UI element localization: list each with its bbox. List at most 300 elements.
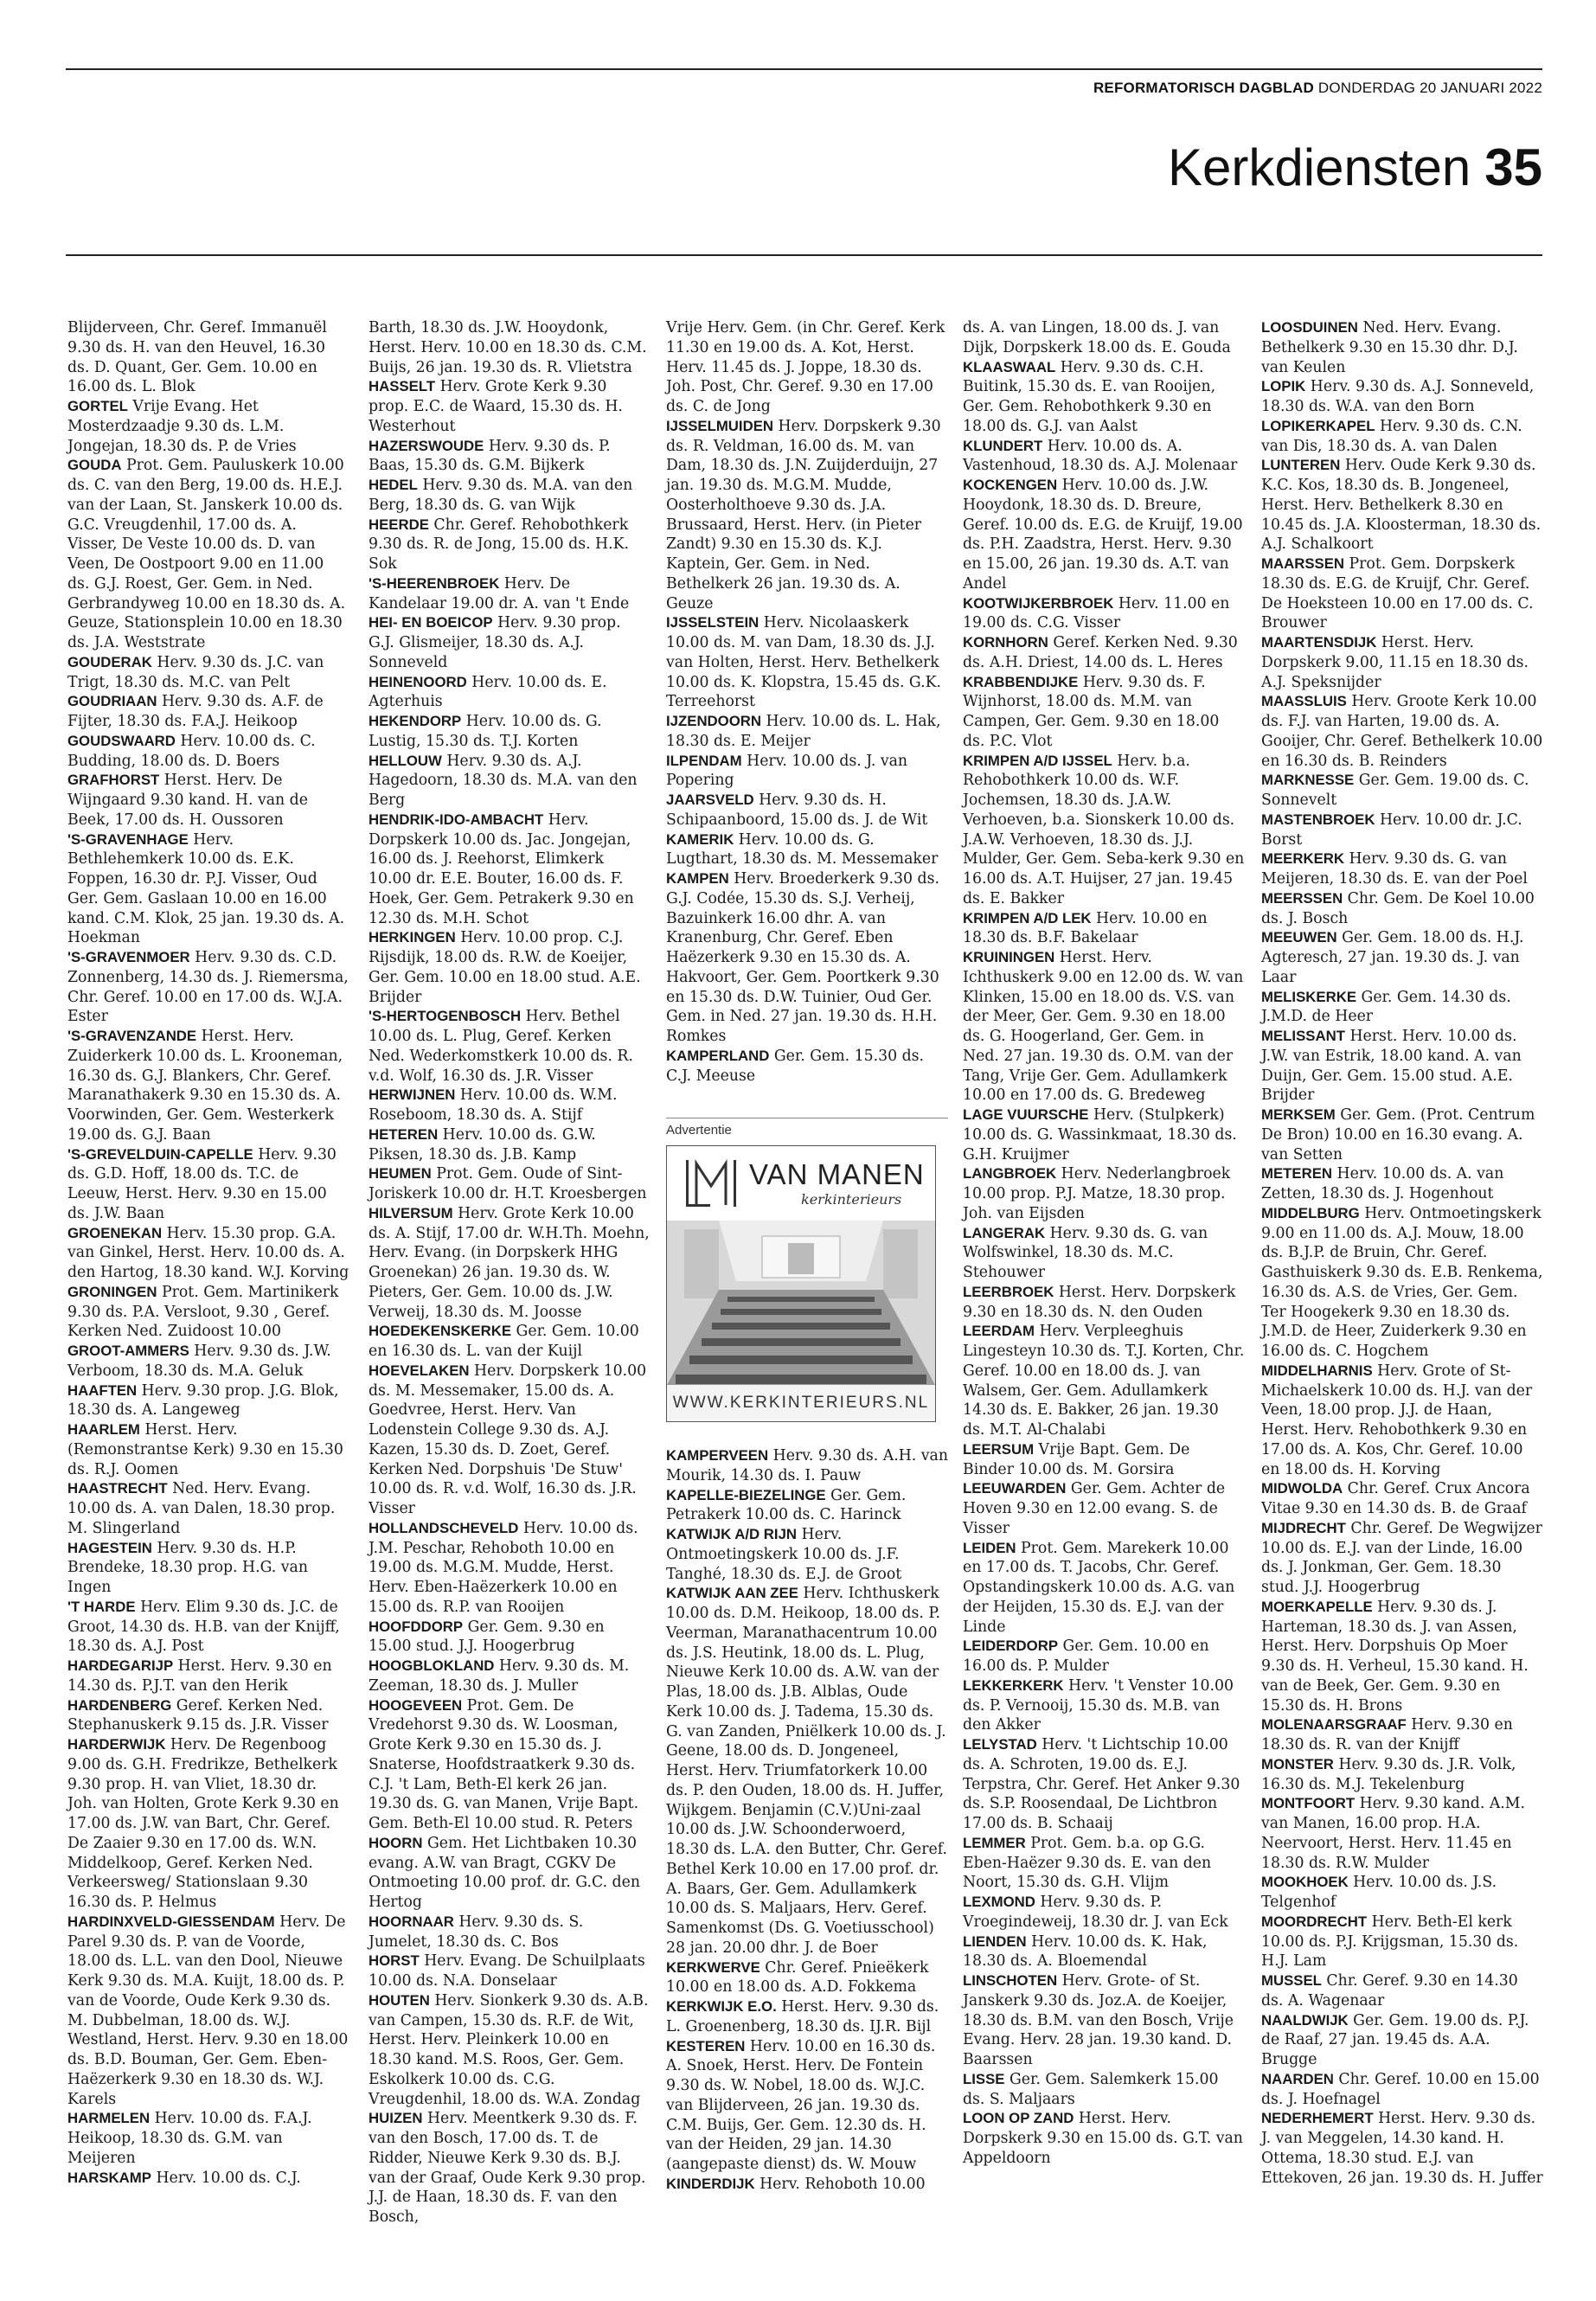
- service-listing: [963, 318, 1245, 358]
- place-name: HOORN: [369, 1834, 423, 1851]
- service-listing: [963, 358, 1245, 437]
- service-details: Herv. Meentkerk 9.30 ds. F. van den Bosch, 17.00 ds. T. de Ridder, Nieuwe Kerk 9.30 ds. B.J. van der Graaf, Oude Kerk 9.30 prop. J.J. de Haan, 18.30 ds. F. van den Bosch,: [369, 2110, 646, 2226]
- service-details: Herv. 10.00 ds. E. Agterhuis: [369, 673, 607, 711]
- service-listing: [67, 1598, 349, 1657]
- place-name: MAARSSEN: [1261, 555, 1345, 572]
- service-listing: [1261, 456, 1543, 554]
- place-name: MERKSEM: [1261, 1106, 1336, 1123]
- place-name: LIENDEN: [963, 1932, 1027, 1950]
- service-listing: [963, 476, 1245, 594]
- service-listing: [666, 2037, 948, 2175]
- place-name: HEUMEN: [369, 1165, 432, 1183]
- service-listing: [666, 791, 948, 830]
- service-listing: [1261, 811, 1543, 850]
- service-details: Chr. Gem. De Koel 10.00 ds. J. Bosch: [1261, 889, 1535, 927]
- service-listing: [1261, 771, 1543, 811]
- service-details: Herv. 9.30 ds. H. Schipaanboord, 15.00 ds. J. de Wit: [666, 792, 928, 829]
- place-name: HOUTEN: [369, 1991, 430, 2009]
- place-name: HORST: [369, 1952, 420, 1970]
- place-name: MEERSSEN: [1261, 889, 1343, 907]
- service-details: ds. A. van Lingen, 18.00 ds. J. van Dijk, Dorpskerk 18.00 ds. E. Gouda: [963, 319, 1231, 356]
- service-listing: [963, 1224, 1245, 1283]
- service-details: Herv. 9.30 ds. J.R. Volk, 16.30 ds. M.J. Tekelenburg: [1261, 1755, 1516, 1793]
- service-listing: [67, 692, 349, 732]
- place-name: HOOGBLOKLAND: [369, 1657, 495, 1674]
- service-details: Herv. Bethel 10.00 ds. L. Plug, Geref. Kerken Ned. Wederkomstkerk 10.00 ds. R. v.d. Wolf, 16.30 ds. J.R. Visser: [369, 1008, 633, 1085]
- place-name: MONTFOORT: [1261, 1795, 1356, 1812]
- service-details: Geref. Kerken Ned. 9.30 ds. A.H. Driest, 14.00 ds. L. Heres: [963, 634, 1238, 671]
- service-listing: [369, 1696, 651, 1834]
- place-name: HARSKAMP: [67, 2169, 151, 2186]
- place-name: HARDERWIJK: [67, 1736, 166, 1753]
- place-name: HERWIJNEN: [369, 1086, 456, 1104]
- service-details: Ger. Gem. 10.00 en 16.00 ds. P. Mulder: [963, 1638, 1209, 1675]
- place-name: GROOT-AMMERS: [67, 1343, 189, 1359]
- service-details: Prot. Gem. Martinikerk 9.30 ds. P.A. Versloot, 9.30 , Geref. Kerken Ned. Zuidoost 10.00: [67, 1283, 339, 1341]
- place-name: KORNHORN: [963, 634, 1048, 651]
- service-details: Herv. Grote Kerk 9.30 prop. E.C. de Waard, 15.30 ds. H. Westerhout: [369, 378, 623, 435]
- place-name: HEINENOORD: [369, 673, 467, 690]
- service-details: Herv. 9.30 ds. J. Harteman, 18.30 ds. J. van Assen, Herst. Herv. Dorpshuis Op Moer 9.30 ds. H. Verheul, 15.30 kand. H. van de Beek, Ger. Gem. 9.30 en 15.30 ds. H. Brons: [1261, 1598, 1529, 1715]
- place-name: KINDERDIJK: [666, 2175, 755, 2192]
- service-details: Chr. Geref. 10.00 en 15.00 ds. J. Hoefnagel: [1261, 2070, 1540, 2108]
- place-name: HOOFDDORP: [369, 1618, 464, 1635]
- place-name: LEERDAM: [963, 1323, 1035, 1340]
- top-rule: [66, 68, 1542, 70]
- service-listing: [1261, 2109, 1543, 2188]
- place-name: HUIZEN: [369, 2110, 423, 2127]
- place-name: MEEUWEN: [1261, 929, 1337, 946]
- service-listing: [369, 516, 651, 574]
- service-listing: [1261, 2070, 1543, 2110]
- place-name: KERKWIJK E.O.: [666, 1998, 777, 2015]
- service-listing: [67, 1342, 349, 1381]
- service-details: Herst. Herv. 9.30 en 14.30 ds. P.J.T. van den Herik: [67, 1657, 332, 1695]
- service-listing: [67, 1913, 349, 2110]
- service-listing: [963, 594, 1245, 634]
- ad-website-link[interactable]: WWW.KERKINTERIEURS.NL: [672, 1394, 930, 1412]
- service-details: Geref. Kerken Ned. Stephanuskerk 9.15 ds. J.R. Visser: [67, 1696, 329, 1734]
- service-details: Ned. Herv. Evang. Bethelkerk 9.30 en 15.30 dhr. D.J. van Keulen: [1261, 319, 1518, 376]
- service-listing: [666, 1997, 948, 2037]
- service-details: Herv. 9.30 ds. P. Baas, 15.30 ds. G.M. Bijkerk: [369, 437, 611, 475]
- service-details: Herv. Groote Kerk 10.00 ds. F.J. van Harten, 19.00 ds. A. Gooijer, Chr. Geref. Bethelkerk 10.00 en 16.30 ds. B. Reinders: [1261, 693, 1543, 770]
- service-listing: [963, 673, 1245, 752]
- service-listing: [963, 1735, 1245, 1834]
- place-name: HAGESTEIN: [67, 1539, 152, 1556]
- masthead: [1093, 80, 1542, 97]
- service-listing: [666, 613, 948, 712]
- service-details: Herv. 10.00 ds. J.W. Hooydonk, 18.30 ds. D. Breure, Geref. 10.00 ds. E.G. de Kruijf, 19.00 ds. P.H. Zaadstra, Herst. Herv. 9.30 en 15.00, 26 jan. 19.30 ds. A.T. van Andel: [963, 477, 1243, 593]
- service-details: Herv. Ontmoetingskerk 9.00 en 11.00 ds. A.J. Mouw, 18.00 ds. B.J.P. de Bruin, Chr. Geref. Gasthuiskerk 9.30 ds. E.B. Renkema, 16.30 ds. A.S. de Vries, Ger. Gem. Ter Hoogekerk 9.30 en 18.30 ds. J.M.D. de Heer, Zuiderkerk 9.30 en 16.00 ds. C. Hogchem: [1261, 1204, 1543, 1360]
- service-listing: [1261, 1479, 1543, 1519]
- service-listing: [1261, 1027, 1543, 1106]
- service-listing: [369, 1991, 651, 2110]
- service-details: Herv. 10.00 ds. J.M. Peschar, Rehoboth 10.00 en 19.00 ds. M.G.M. Mudde, Herst. Herv. Eben-Haëzerkerk 10.00 en 15.00 ds. R.P. van Rooijen: [369, 1519, 638, 1616]
- place-name: GORTEL: [67, 398, 128, 414]
- service-listing: [369, 1322, 651, 1362]
- service-details: Herv. Beth-El kerk 10.00 ds. P.J. Krijgsman, 15.30 ds. H.J. Lam: [1261, 1913, 1519, 1971]
- place-name: NAARDEN: [1261, 2070, 1334, 2087]
- service-details: Herv. 10.00 ds. C.J.: [151, 2169, 301, 2187]
- service-listing: [67, 1145, 349, 1224]
- service-details: Herv. 9.30 prop. G.J. Glismeijer, 18.30 ds. A.J. Sonneveld: [369, 614, 621, 671]
- place-name: 'S-GRAVENHAGE: [67, 830, 189, 848]
- service-details: Herv. Dorpskerk 10.00 ds. Jac. Jongejan, 16.00 ds. J. Reehorst, Elimkerk 10.00 dr. E.E. Bouter, 16.00 ds. F. Hoek, Ger. Gem. Petrakerk 9.30 en 12.30 ds. M.H. Schot: [369, 811, 634, 927]
- place-name: LOON OP ZAND: [963, 2110, 1074, 2127]
- service-listing: [369, 1952, 651, 1991]
- service-details: Herv. De Kandelaar 19.00 dr. A. van 't Ende: [369, 574, 630, 612]
- place-name: KRABBENDIJKE: [963, 673, 1079, 690]
- place-name: GOUDRIAAN: [67, 693, 157, 710]
- service-listing: [1261, 1106, 1543, 1164]
- service-listing: [963, 437, 1245, 477]
- service-listing: [963, 752, 1245, 909]
- place-name: 'S-HEERENBROEK: [369, 574, 500, 592]
- service-listing: [1261, 928, 1543, 987]
- service-listing: [963, 633, 1245, 673]
- service-listing: [963, 2070, 1245, 2110]
- service-listing: [67, 1224, 349, 1283]
- service-listing: [1261, 1715, 1543, 1755]
- service-listing: [67, 1283, 349, 1342]
- service-details: Herv. 9.30 prop. J.G. Blok, 18.30 ds. A. Langeweg: [67, 1381, 339, 1420]
- service-details: Gem. Het Lichtbaken 10.30 evang. A.W. van Bragt, CGKV De Ontmoeting 10.00 prof. dr. G.C. den Hertog: [369, 1834, 640, 1911]
- service-details: Herv. 9.30 en 18.30 ds. R. van der Knijff: [1261, 1716, 1513, 1753]
- advertisement[interactable]: [666, 1145, 936, 1422]
- service-details: Ger. Gem. 9.30 en 15.00 stud. J.J. Hoogerbrug: [369, 1618, 605, 1656]
- service-details: Herv. Broederkerk 9.30 ds. G.J. Codée, 15.30 ds. S.J. Verheij, Bazuinkerk 16.00 dhr. A. van Kranenburg, Chr. Geref. Eben Haëzerkerk 9.30 en 15.30 ds. A. Hakvoort, Ger. Gem. Poortkerk 9.30 en 15.30 ds. D.W. Tuinier, Oud Ger. Gem. in Ned. 27 jan. 19.30 ds. H.H. Romkes: [666, 870, 939, 1045]
- service-details: Herv. 10.00 ds. G. Lustig, 15.30 ds. T.J. Korten: [369, 713, 602, 750]
- service-details: Ger. Gem. 14.30 ds. J.M.D. de Heer: [1261, 988, 1511, 1026]
- service-listing: [369, 1125, 651, 1165]
- service-listing: [67, 456, 349, 653]
- place-name: HAARLEM: [67, 1421, 140, 1438]
- service-listing: [666, 1446, 948, 1486]
- place-name: JAARSVELD: [666, 792, 754, 808]
- place-name: KERKWERVE: [666, 1958, 760, 1976]
- service-details: Herv. 10.00 ds. K. Hak, 18.30 ds. A. Bloemendal: [963, 1932, 1208, 1971]
- service-details: Herv. 9.30 ds. P. Vroegindeweij, 18.30 dr. J. van Eck: [963, 1894, 1228, 1931]
- service-listing: [67, 1381, 349, 1421]
- service-listing: [369, 1834, 651, 1913]
- place-name: LOPIKERKAPEL: [1261, 417, 1375, 434]
- place-name: IJSSELMUIDEN: [666, 417, 774, 434]
- place-name: MIJDRECHT: [1261, 1519, 1346, 1536]
- service-listing: [1261, 417, 1543, 457]
- service-listing: [963, 909, 1245, 949]
- place-name: NEDERHEMERT: [1261, 2110, 1374, 2127]
- place-name: KAMPERLAND: [666, 1047, 770, 1064]
- service-details: Herv. 9.30 ds. C.H. Buitink, 15.30 ds. E. van Rooijen, Ger. Gem. Rehobothkerk 9.30 en 18.00 ds. G.J. van Aalst: [963, 358, 1216, 435]
- place-name: MARKNESSE: [1261, 772, 1355, 789]
- place-name: 'T HARDE: [67, 1598, 136, 1615]
- service-details: Prot. Gem. De Vredehorst 9.30 ds. W. Loosman, Grote Kerk 9.30 en 15.30 ds. J. Snaterse, Hoofdstraatkerk 9.30 ds. C.J. 't Lam, Beth-El kerk 26 jan. 19.30 ds. G. van Manen, Vrije Bapt. Gem. Beth-El 10.00 stud. R. Peters: [369, 1696, 639, 1832]
- service-listing: [666, 417, 948, 614]
- place-name: KAPELLE-BIEZELINGE: [666, 1486, 826, 1503]
- publication-name: REFORMATORISCH DAGBLAD: [1093, 80, 1314, 96]
- service-details: Herv. 10.00 prop. C.J. Rijsdijk, 18.00 ds. R.W. de Koeijer, Ger. Gem. 10.00 en 18.00 stud. A.E. Brijder: [369, 929, 641, 1006]
- service-listing: [963, 2109, 1245, 2168]
- service-details: Herv. 9.30 ds. A.J. Sonneveld, 18.30 ds. W.A. van den Born: [1261, 378, 1535, 415]
- place-name: GOUDA: [67, 457, 122, 474]
- place-name: HEI- EN BOEICOP: [369, 614, 493, 631]
- place-name: MELISKERKE: [1261, 988, 1357, 1005]
- service-listing: [1261, 1794, 1543, 1873]
- service-details: Herst. Herv. 10.00 ds. J.W. van Estrik, 18.00 kand. A. van Duijn, Ger. Gem. 15.00 stud. A.E. Brijder: [1261, 1028, 1522, 1105]
- service-details: Herv. b.a. Rehobothkerk 10.00 ds. W.F. Jochemsen, 18.30 ds. J.A.W. Verhoeven, b.a. Sionskerk 10.00 ds. J.A.W. Verhoeven, 18.30 ds. J.J. Mulder, Ger. Gem. Seba-kerk 9.30 en 16.00 ds. A.T. Huijser, 27 jan. 19.45 ds. E. Bakker: [963, 752, 1245, 907]
- service-listing: [1261, 1598, 1543, 1716]
- place-name: 'S-GRAVENMOER: [67, 949, 190, 965]
- place-name: LOOSDUINEN: [1261, 319, 1358, 336]
- service-listing: [963, 948, 1245, 1106]
- service-listing: [67, 830, 349, 949]
- service-details: Herv. 10.00 ds. W.M. Roseboom, 18.30 ds. A. Stijf: [369, 1086, 618, 1124]
- place-name: GOUDERAK: [67, 653, 152, 670]
- service-listing: [369, 437, 651, 477]
- service-listing: [1261, 1873, 1543, 1913]
- service-listing: [1261, 988, 1543, 1028]
- place-name: LUNTEREN: [1261, 457, 1341, 474]
- service-details: Herst. Herv. Dorpskerk 9.30 en 15.00 ds. G.T. van Appeldoorn: [963, 2110, 1243, 2167]
- service-details: Ger. Gem. 19.00 ds. C. Sonnevelt: [1261, 772, 1529, 809]
- service-listing: [67, 1539, 349, 1598]
- place-name: LELYSTAD: [963, 1736, 1037, 1753]
- service-listing: [963, 1893, 1245, 1932]
- section-header: [1168, 138, 1542, 196]
- place-name: LEERSUM: [963, 1440, 1035, 1458]
- service-details: Herv. 9.30 kand. A.M. van Manen, 16.00 prop. H.A. Neervoort, Herst. Herv. 11.45 en 18.30 ds. R.W. Mulder: [1261, 1795, 1525, 1872]
- place-name: KLUNDERT: [963, 437, 1043, 454]
- place-name: IJZENDOORN: [666, 713, 762, 729]
- place-name: KOOTWIJKERBROEK: [963, 594, 1114, 612]
- service-listing: [1261, 1362, 1543, 1480]
- service-listing: [1261, 377, 1543, 417]
- service-details: Herv. 9.30 ds. G. van Wolfswinkel, 18.30 ds. M.C. Stehouwer: [963, 1224, 1208, 1281]
- service-details: Ger. Gem. (Prot. Centrum De Bron) 10.00 en 16.30 evang. A. van Setten: [1261, 1106, 1535, 1163]
- service-details: Herv. 10.00 ds. A. van Zetten, 18.30 ds. J. Hogenhout: [1261, 1165, 1504, 1202]
- service-details: Ned. Herv. Evang. 10.00 ds. A. van Dalen, 18.30 prop. M. Slingerland: [67, 1480, 336, 1537]
- page-number: 35: [1484, 138, 1542, 196]
- place-name: MAARTENSDIJK: [1261, 634, 1377, 651]
- service-details: Chr. Geref. 9.30 en 14.30 ds. A. Wagenaar: [1261, 1972, 1518, 2009]
- service-listing: [369, 1362, 651, 1519]
- service-details: Herv. Nederlangbroek 10.00 prop. P.J. Matze, 18.30 prop. Joh. van Eijsden: [963, 1165, 1231, 1222]
- service-listing: [666, 1525, 948, 1584]
- service-details: Herv. Rehoboth 10.00: [754, 2175, 926, 2193]
- place-name: HEKENDORP: [369, 713, 462, 729]
- place-name: GRAFHORST: [67, 772, 160, 789]
- service-listing: [67, 732, 349, 772]
- place-name: ILPENDAM: [666, 752, 742, 769]
- service-details: Herv. 't Venster 10.00 ds. P. Vernooij, 15.30 ds. M.B. van den Akker: [963, 1676, 1234, 1734]
- service-details: Herst. Herv. Zuiderkerk 10.00 ds. L. Krooneman, 16.30 ds. G.J. Blankers, Chr. Geref. Maranathakerk 9.30 en 15.30 ds. A. Voorwinden, Ger. Gem. Westerkerk 19.00 ds. G.J. Baan: [67, 1028, 343, 1144]
- service-listing: [67, 318, 349, 397]
- service-details: Herv. Dorpskerk 9.30 ds. R. Veldman, 16.00 ds. M. van Dam, 18.30 ds. J.N. Zuijderduijn, 27 jan. 19.30 ds. M.G.M. Mudde, Oosterholthoeve 9.30 ds. J.A. Brussaard, Herst. Herv. (in Pieter Zandt) 9.30 en 15.30 ds. K.J. Kaptein, Ger. Gem. in Ned. Bethelkerk 26 jan. 19.30 ds. A. Geuze: [666, 417, 941, 612]
- service-details: Herv. Nicolaaskerk 10.00 ds. M. van Dam, 18.30 ds. J.J. van Holten, Herst. Herv. Bethelkerk 10.00 ds. K. Klopstra, 15.45 ds. G.K. Terreehorst: [666, 614, 942, 711]
- service-details: Herv. 9.30 ds. M. Zeeman, 18.30 ds. J. Muller: [369, 1657, 630, 1695]
- place-name: GROENEKAN: [67, 1224, 163, 1241]
- service-listing: [369, 1657, 651, 1696]
- service-details: Ger. Gem. Salemkerk 15.00 ds. S. Maljaars: [963, 2070, 1219, 2108]
- place-name: LAGE VUURSCHE: [963, 1106, 1089, 1123]
- place-name: MOORDRECHT: [1261, 1913, 1368, 1930]
- header-rule: [66, 254, 1542, 256]
- service-details: Chr. Geref. Pnieëkerk 10.00 en 18.00 ds. A.D. Fokkema: [666, 1958, 929, 1997]
- place-name: MOOKHOEK: [1261, 1874, 1349, 1891]
- service-listing: [963, 1479, 1245, 1538]
- service-details: Ger. Gem. 18.00 ds. H.J. Agteresch, 27 jan. 19.30 ds. J. van Laar: [1261, 929, 1524, 986]
- service-listing: [666, 318, 948, 417]
- service-details: Herst. Herv. 9.30 ds. L. Groenenberg, 18.30 ds. IJ.R. Bijl: [666, 1998, 939, 2035]
- place-name: MELISSANT: [1261, 1028, 1345, 1044]
- place-name: HEERDE: [369, 516, 429, 533]
- service-details: Herst. Herv. (Remonstrantse Kerk) 9.30 en 15.30 ds. R.J. Oomen: [67, 1421, 343, 1478]
- column-5: [1261, 318, 1543, 2273]
- service-details: Herv. (Stulpkerk) 10.00 ds. G. Wassinkmaat, 18.30 ds. G.H. Kruijmer: [963, 1106, 1237, 1163]
- place-name: KRUININGEN: [963, 949, 1055, 965]
- service-details: Herv. 9.30 ds. J.C. van Trigt, 18.30 ds. M.C. van Pelt: [67, 653, 324, 691]
- service-details: Herv. 't Lichtschip 10.00 ds. A. Schroten, 19.00 ds. E.J. Terpstra, Chr. Geref. Het Anker 9.30 ds. S.P. Roosendaal, De Lichtbron 17.00 ds. B. Schaaij: [963, 1736, 1240, 1832]
- ad-tagline: kerkinterieurs: [801, 1191, 902, 1208]
- place-name: LEKKERKERK: [963, 1676, 1064, 1694]
- service-listing: [67, 1027, 349, 1145]
- place-name: KAMERIK: [666, 830, 734, 848]
- service-details: Barth, 18.30 ds. J.W. Hooydonk, Herst. Herv. 10.00 en 18.30 ds. C.M. Buijs, 26 jan. 19.30 ds. R. Vlietstra: [369, 319, 647, 376]
- service-listing: [67, 1479, 349, 1538]
- service-listing: [1261, 633, 1543, 692]
- service-listing: [963, 1637, 1245, 1676]
- place-name: MIDDELHARNIS: [1261, 1362, 1373, 1379]
- service-listing: [963, 1971, 1245, 2070]
- service-details: Prot. Gem. Oude of Sint-Joriskerk 10.00 dr. H.T. Kroesbergen: [369, 1165, 647, 1202]
- service-listing: [1261, 318, 1543, 377]
- service-listing: [369, 1164, 651, 1204]
- place-name: GOUDSWAARD: [67, 732, 176, 749]
- service-listing: [369, 377, 651, 436]
- service-listing: [67, 771, 349, 830]
- service-listing: [369, 1204, 651, 1323]
- service-details: Herv. 10.00 ds. A. Vastenhoud, 18.30 ds. A.J. Molenaar: [963, 437, 1238, 475]
- service-details: Herv. 9.30 ds. A.J. Hagedoorn, 18.30 ds. M.A. van den Berg: [369, 752, 638, 809]
- place-name: MIDDELBURG: [1261, 1204, 1360, 1221]
- place-name: HARDENBERG: [67, 1696, 172, 1714]
- place-name: HOEDEKENSKERKE: [369, 1323, 512, 1340]
- service-details: Herv. Ontmoetingskerk 10.00 ds. J.F. Tanghé, 18.30 ds. E.J. de Groot: [666, 1526, 902, 1583]
- service-details: Herv. Bethlehemkerk 10.00 ds. E.K. Foppen, 16.30 dr. P.J. Visser, Oud Ger. Gem. Gaslaan 10.00 en 16.00 kand. C.M. Klok, 25 jan. 19.30 ds. A. Hoekman: [67, 830, 345, 947]
- place-name: HENDRIK-IDO-AMBACHT: [369, 811, 544, 828]
- column-3-top: [666, 318, 948, 1085]
- service-listing: [666, 869, 948, 1047]
- service-details: Herv. 10.00 ds. C. Budding, 18.00 ds. D. Boers: [67, 732, 316, 770]
- place-name: HAAFTEN: [67, 1381, 138, 1399]
- service-details: Herst. Herv. Dorpskerk 9.30 en 18.30 ds. N. den Ouden: [963, 1283, 1236, 1321]
- service-listing: [963, 1834, 1245, 1893]
- place-name: HOEVELAKEN: [369, 1362, 470, 1379]
- service-details: Herst. Herv. Ichthuskerk 9.00 en 12.00 ds. W. van Klinken, 15.00 en 18.00 ds. V.S. van der Meer, Ger. Gem. 9.30 en 18.00 ds. G. Hoogerland, Ger. Gem. in Ned. 27 jan. 19.30 ds. O.M. van der Tang, Vrije Ger. Gem. Adullamkerk 10.00 en 17.00 ds. G. Bredeweg: [963, 949, 1244, 1105]
- service-listing: [1261, 1971, 1543, 2011]
- place-name: KESTEREN: [666, 2037, 746, 2054]
- place-name: KATWIJK AAN ZEE: [666, 1585, 798, 1602]
- place-name: LEMMER: [963, 1834, 1026, 1851]
- place-name: IJSSELSTEIN: [666, 614, 760, 631]
- service-details: Herv. 15.30 prop. G.A. van Ginkel, Herst. Herv. 10.00 ds. A. den Hartog, 18.30 kand. W.J. Korving: [67, 1224, 349, 1281]
- service-details: Herv. Oude Kerk 9.30 ds. K.C. Kos, 18.30 ds. B. Jongeneel, Herst. Herv. Bethelkerk 8.30 en 10.45 ds. J.A. Kloosterman, 18.30 ds. A.J. Schalkoort: [1261, 457, 1542, 554]
- service-listing: [369, 1913, 651, 1952]
- place-name: 'S-GREVELDUIN-CAPELLE: [67, 1145, 253, 1163]
- service-details: Herv. 9.30 ds. G. van Meijeren, 18.30 ds. E. van der Poel: [1261, 850, 1528, 888]
- place-name: HOLLANDSCHEVELD: [369, 1519, 519, 1536]
- place-name: LISSE: [963, 2070, 1005, 2087]
- place-name: MOLENAARSGRAAF: [1261, 1716, 1407, 1734]
- service-details: Prot. Gem. Dorpskerk 18.30 ds. E.G. de Kruijf, Chr. Geref. De Hoeksteen 10.00 en 17.00 ds. C. Brouwer: [1261, 555, 1534, 632]
- place-name: KOCKENGEN: [963, 477, 1058, 493]
- place-name: HARMELEN: [67, 2110, 151, 2127]
- service-details: Ger. Gem. Petrakerk 10.00 ds. C. Harinck: [666, 1486, 907, 1524]
- service-listing: [963, 1164, 1245, 1223]
- service-listing: [67, 1657, 349, 1696]
- service-details: Herst. Herv. De Wijngaard 9.30 kand. H. van de Beek, 17.00 ds. H. Oussoren: [67, 772, 308, 829]
- place-name: LANGERAK: [963, 1224, 1046, 1241]
- place-name: KRIMPEN A/D IJSSEL: [963, 752, 1112, 769]
- service-listing: [369, 1618, 651, 1657]
- service-details: Herv. 10.00 ds. F.A.J. Heikoop, 18.30 ds. G.M. van Meijeren: [67, 2110, 312, 2167]
- place-name: LEERBROEK: [963, 1283, 1054, 1300]
- place-name: MONSTER: [1261, 1755, 1334, 1772]
- service-listing: [369, 673, 651, 713]
- service-listing: [369, 2109, 651, 2227]
- service-listing: [1261, 1519, 1543, 1598]
- service-listing: [666, 752, 948, 792]
- service-listing: [369, 1086, 651, 1125]
- ad-brand-name: VAN MANEN: [749, 1158, 925, 1190]
- service-listing: [1261, 889, 1543, 929]
- place-name: HAZERSWOUDE: [369, 437, 484, 454]
- service-listing: [369, 613, 651, 672]
- place-name: LEIDEN: [963, 1539, 1016, 1556]
- service-details: Herv. De Parel 9.30 ds. P. van de Voorde, 18.00 ds. L.L. van den Dool, Nieuwe Kerk 9.30 ds. M.A. Kuijt, 18.00 ds. P. van de Voorde, Oude Kerk 9.30 ds. M. Dubbelman, 18.00 ds. W.J. Westland, Herst. Herv. 9.30 en 18.00 ds. B.D. Bouman, Ger. Gem. Eben-Haëzerkerk 9.30 en 18.30 ds. W.J. Karels: [67, 1913, 349, 2108]
- service-details: Herv. 9.30 ds. G.D. Hoff, 18.00 ds. T.C. de Leeuw, Herst. Herv. 9.30 en 15.00 ds. J.W. Baan: [67, 1145, 337, 1222]
- service-details: Ger. Gem. Achter de Hoven 9.30 en 12.00 evang. S. de Visser: [963, 1480, 1226, 1537]
- service-details: Herv. Grote- of St. Janskerk 9.30 ds. Joz.A. de Koeijer, 18.30 ds. B.M. van den Bosch, Vrije Evang. Herv. 28 jan. 19.30 kand. D. Baarssen: [963, 1972, 1234, 2068]
- ad-logo-area: [667, 1146, 935, 1221]
- service-listing: [666, 830, 948, 870]
- service-listing: [369, 1007, 651, 1086]
- service-listing: [67, 653, 349, 693]
- service-listing: [666, 2175, 948, 2195]
- service-details: Herv. 9.30 ds. H.P. Brendeke, 18.30 prop. H.G. van Ingen: [67, 1539, 308, 1596]
- service-listing: [369, 1519, 651, 1618]
- service-details: Chr. Geref. De Wegwijzer 10.00 ds. E.J. van der Linde, 16.00 ds. J. Jonkman, Ger. Gem. 18.30 stud. J.J. Hoogerbrug: [1261, 1519, 1542, 1596]
- service-listing: [1261, 2011, 1543, 2070]
- service-details: Ger. Gem. 10.00 en 16.30 ds. L. van der Kuijl: [369, 1323, 639, 1360]
- service-details: Herv. 10.00 ds. G. Lugthart, 18.30 ds. M. Messemaker: [666, 830, 939, 868]
- service-listing: [963, 1676, 1245, 1735]
- place-name: HILVERSUM: [369, 1204, 453, 1221]
- place-name: HARDINXVELD-GIESSENDAM: [67, 1913, 275, 1930]
- service-listing: [963, 1539, 1245, 1638]
- place-name: KAMPEN: [666, 870, 729, 887]
- column-1: [67, 318, 349, 2273]
- issue-date: DONDERDAG 20 JANUARI 2022: [1317, 80, 1542, 96]
- place-name: 'S-GRAVENZANDE: [67, 1028, 197, 1044]
- place-name: HASSELT: [369, 378, 436, 395]
- place-name: HARDEGARIJP: [67, 1657, 174, 1674]
- service-listing: [1261, 1164, 1543, 1204]
- advertisement-label: Advertentie: [666, 1123, 732, 1138]
- service-details: Ger. Gem. 19.00 ds. P.J. de Raaf, 27 jan. 19.45 ds. A.A. Brugge: [1261, 2011, 1529, 2068]
- service-listing: [369, 928, 651, 1007]
